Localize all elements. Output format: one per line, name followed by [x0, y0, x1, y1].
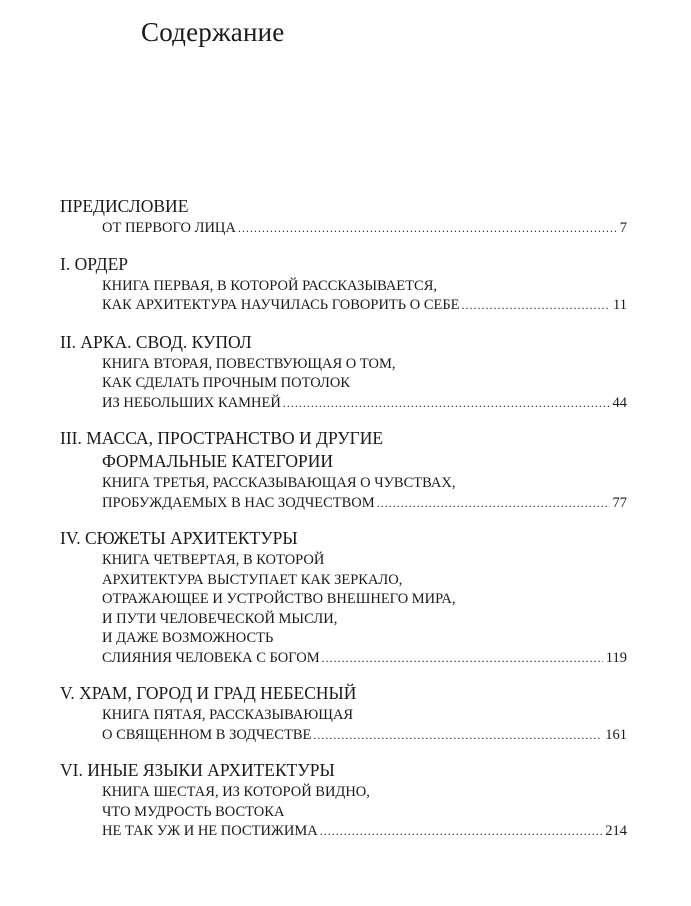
toc-heading-line: VI. ИНЫЕ ЯЗЫКИ АРХИТЕКТУРЫ: [60, 760, 335, 780]
toc-chapter-heading: [60, 759, 627, 782]
toc-entry: [60, 253, 627, 316]
toc-subtitle: [60, 783, 627, 842]
toc-heading-line: II. АРКА. СВОД. КУПОЛ: [60, 331, 252, 352]
toc-chapter-heading: [60, 331, 627, 354]
page-number: 119: [605, 649, 627, 666]
dot-leader: [238, 219, 617, 239]
toc-subtitle-line: КНИГА ВТОРАЯ, ПОВЕСТВУЮЩАЯ О ТОМ,: [102, 355, 396, 372]
toc-subtitle: [60, 277, 627, 316]
page-number: 161: [605, 726, 627, 743]
page-number: 214: [605, 823, 627, 839]
toc-entry: [60, 527, 627, 668]
dot-leader: [462, 296, 611, 316]
toc-subtitle-line: ОТ ПЕРВОГО ЛИЦА: [102, 220, 236, 236]
toc-heading-line: I. ОРДЕР: [60, 253, 128, 274]
toc-leader-row: [102, 394, 627, 414]
toc-heading-line: III. МАССА, ПРОСТРАНСТВО И ДРУГИЕ: [60, 428, 384, 448]
toc-subtitle: [60, 219, 627, 239]
toc-subtitle-line: КНИГА ШЕСТАЯ, ИЗ КОТОРОЙ ВИДНО,: [102, 784, 370, 800]
toc-leader-row: [102, 822, 627, 842]
dot-leader: [320, 822, 603, 842]
toc-leader-row: [102, 219, 627, 239]
toc-entry: [60, 682, 627, 745]
toc-entry: [60, 195, 627, 239]
toc-subtitle: [60, 706, 627, 745]
toc-heading-line: IV. СЮЖЕТЫ АРХИТЕКТУРЫ: [60, 528, 298, 548]
toc-subtitle-line: КАК АРХИТЕКТУРА НАУЧИЛАСЬ ГОВОРИТЬ О СЕБЕ: [102, 297, 460, 313]
toc-entry: [60, 759, 627, 842]
toc-subtitle-line: И ПУТИ ЧЕЛОВЕЧЕСКОЙ МЫСЛИ,: [102, 610, 338, 627]
dot-leader: [313, 726, 602, 746]
toc-leader-row: [102, 726, 627, 746]
toc-subtitle: [60, 355, 627, 414]
toc-subtitle-line: КНИГА ПЕРВАЯ, В КОТОРОЙ РАССКАЗЫВАЕТСЯ,: [102, 277, 437, 294]
toc-subtitle-line: КНИГА ЧЕТВЕРТАЯ, В КОТОРОЙ: [102, 552, 325, 568]
toc-subtitle-line: СЛИЯНИЯ ЧЕЛОВЕКА С БОГОМ: [102, 649, 320, 666]
page-number: 7: [619, 220, 627, 236]
toc-chapter-heading: [60, 682, 627, 705]
toc-subtitle-line: КАК СДЕЛАТЬ ПРОЧНЫМ ПОТОЛОК: [102, 375, 351, 391]
table-of-contents: [60, 195, 627, 856]
page-number: 77: [612, 494, 627, 511]
toc-chapter-heading: [60, 527, 627, 550]
toc-heading-line: V. ХРАМ, ГОРОД И ГРАД НЕБЕСНЫЙ: [60, 683, 357, 703]
toc-subtitle-line: КНИГА ТРЕТЬЯ, РАССКАЗЫВАЮЩАЯ О ЧУВСТВАХ,: [102, 475, 456, 491]
toc-leader-row: [102, 296, 627, 316]
dot-leader: [377, 494, 610, 514]
page-number: 11: [613, 297, 627, 313]
toc-subtitle: [60, 474, 627, 513]
toc-subtitle-line: НЕ ТАК УЖ И НЕ ПОСТИЖИМА: [102, 823, 318, 839]
toc-subtitle-line: О СВЯЩЕННОМ В ЗОДЧЕСТВЕ: [102, 726, 312, 743]
toc-subtitle-line: КНИГА ПЯТАЯ, РАССКАЗЫВАЮЩАЯ: [102, 707, 354, 723]
toc-heading-line: ПРЕДИСЛОВИЕ: [60, 196, 189, 216]
toc-subtitle: [60, 551, 627, 668]
toc-subtitle-line: ПРОБУЖДАЕМЫХ В НАС ЗОДЧЕСТВОМ: [102, 494, 375, 511]
toc-heading-line: ФОРМАЛЬНЫЕ КАТЕГОРИИ: [102, 451, 333, 471]
toc-subtitle-line: И ДАЖЕ ВОЗМОЖНОСТЬ: [102, 630, 274, 646]
toc-chapter-heading: [60, 195, 627, 218]
toc-entry: [60, 427, 627, 513]
toc-leader-row: [102, 649, 627, 669]
toc-subtitle-line: ИЗ НЕБОЛЬШИХ КАМНЕЙ: [102, 394, 281, 411]
toc-entry: [60, 331, 627, 414]
toc-subtitle-line: ЧТО МУДРОСТЬ ВОСТОКА: [102, 803, 285, 820]
page-number: 44: [612, 394, 627, 411]
page-title: Содержание: [141, 17, 285, 47]
toc-leader-row: [102, 494, 627, 514]
dot-leader: [322, 649, 603, 669]
toc-chapter-heading: [60, 253, 627, 276]
toc-chapter-heading: [60, 427, 627, 473]
toc-subtitle-line: ОТРАЖАЮЩЕЕ И УСТРОЙСТВО ВНЕШНЕГО МИРА,: [102, 591, 456, 607]
toc-subtitle-line: АРХИТЕКТУРА ВЫСТУПАЕТ КАК ЗЕРКАЛО,: [102, 571, 403, 588]
dot-leader: [283, 394, 610, 414]
